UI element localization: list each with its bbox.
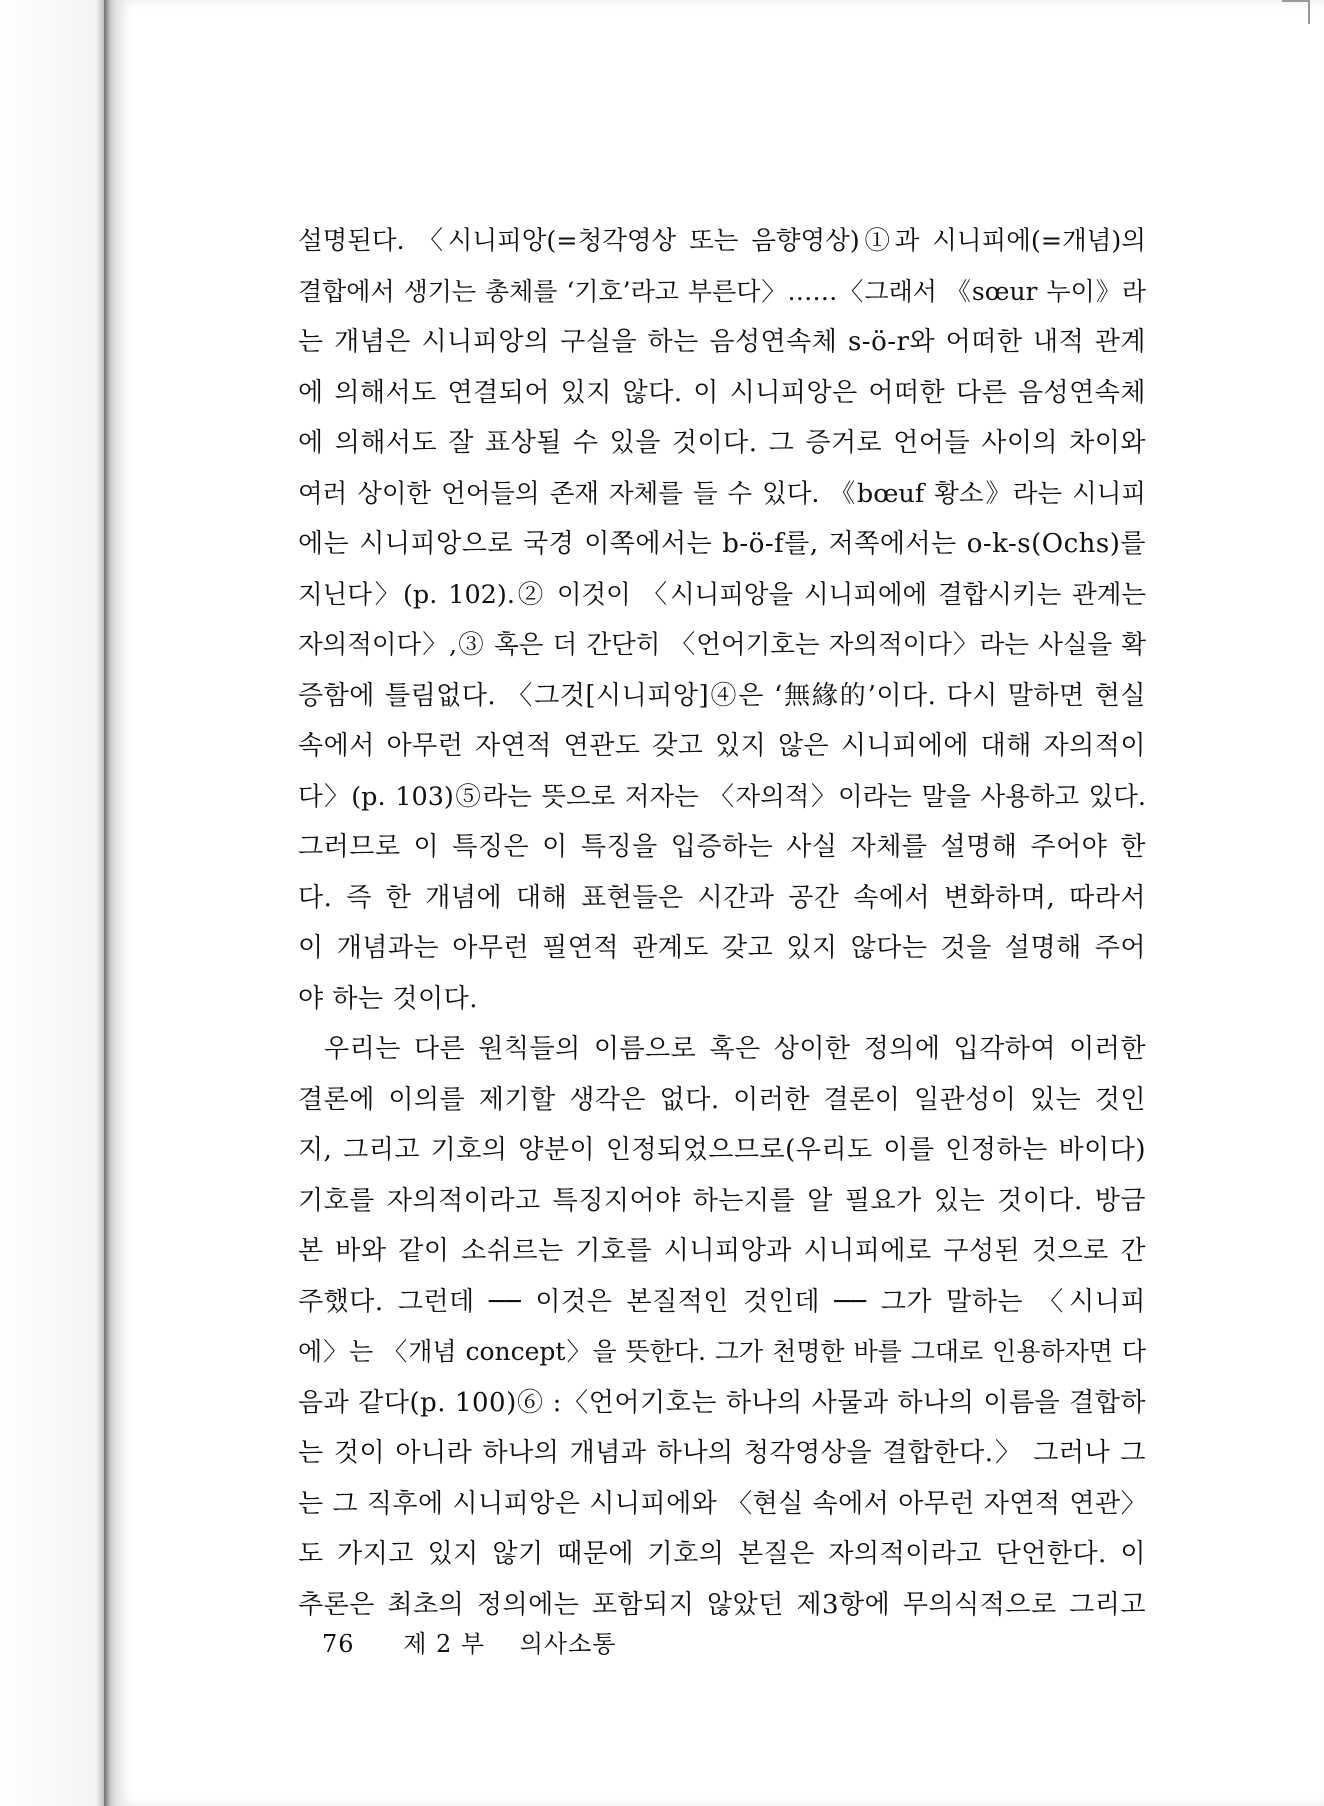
text-line: 는 그 직후에 시니피앙은 시니피에와 〈현실 속에서 아무런 자연적 연관〉 xyxy=(298,1488,1148,1519)
text-line: 음과 같다(p. 100)⑥ :〈언어기호는 하나의 사물과 하나의 이름을 결합하 xyxy=(298,1387,1146,1418)
section-title: 의사소통 xyxy=(519,1630,617,1658)
body-text xyxy=(298,216,1146,1630)
text-line: 에는 시니피앙으로 국경 이쪽에서는 b-ö-f를, 저쪽에서는 o-k-s(Ochs)를 xyxy=(298,529,1146,559)
book-spine-edge xyxy=(104,0,118,1806)
page-number: 76 xyxy=(322,1630,355,1658)
text-line: 본 바와 같이 소쉬르는 기호를 시니피앙과 시니피에로 구성된 것으로 간 xyxy=(298,1236,1146,1266)
text-line: 다〉(p. 103)⑤라는 뜻으로 저자는 〈자의적〉이라는 말을 사용하고 있다. xyxy=(298,781,1146,812)
text-line: 설명된다. 〈시니피앙(=청각영상 또는 음향영상)①과 시니피에(=개념)의 xyxy=(298,226,1146,256)
text-line: 속에서 아무런 자연적 연관도 갖고 있지 않은 시니피에에 대해 자의적이 xyxy=(298,731,1146,761)
text-line: 이 개념과는 아무런 필연적 관계도 갖고 있지 않다는 것을 설명해 주어 xyxy=(298,933,1146,963)
text-line: 증함에 틀림없다. 〈그것[시니피앙]④은 ‘無緣的’이다. 다시 말하면 현실 xyxy=(298,680,1146,711)
paragraph-end-line: 야 하는 것이다. xyxy=(298,983,478,1014)
text-line: 지닌다〉(p. 102).② 이것이 〈시니피앙을 시니피에에 결합시키는 관계는 xyxy=(298,579,1146,610)
text-line: 결합에서 생기는 총체를 ‘기호’라고 부른다〉……〈그래서 《sœur 누이》라 xyxy=(298,276,1146,306)
text-line: 에 의해서도 연결되어 있지 않다. 이 시니피앙은 어떠한 다른 음성연속체 xyxy=(298,377,1146,408)
part-label: 제 2 부 xyxy=(403,1630,486,1658)
text-line: 여러 상이한 언어들의 존재 자체를 들 수 있다. 《bœuf 황소》라는 시니피 xyxy=(298,478,1146,509)
paragraph-start-line: 우리는 다른 원칙들의 이름으로 혹은 상이한 정의에 입각하여 이러한 xyxy=(324,1034,1146,1064)
text-line: 지, 그리고 기호의 양분이 인정되었으므로(우리도 이를 인정하는 바이다) xyxy=(298,1135,1146,1165)
page-corner-mark xyxy=(1282,0,1310,24)
page-footer xyxy=(322,1624,616,1659)
text-line: 기호를 자의적이라고 특징지어야 하는지를 알 필요가 있는 것이다. 방금 xyxy=(298,1185,1146,1216)
text-line: 결론에 이의를 제기할 생각은 없다. 이러한 결론이 일관성이 있는 것인 xyxy=(298,1084,1146,1115)
text-line: 주했다. 그런데 ── 이것은 본질적인 것인데 ── 그가 말하는 〈시니피 xyxy=(298,1286,1146,1317)
text-line: 도 가지고 있지 않기 때문에 기호의 본질은 자의적이라고 단언한다. 이 xyxy=(298,1539,1146,1569)
text-line: 추론은 최초의 정의에는 포함되지 않았던 제3항에 무의식적으로 그리고 xyxy=(298,1589,1146,1620)
text-line: 자의적이다〉,③ 혹은 더 간단히 〈언어기호는 자의적이다〉라는 사실을 확 xyxy=(298,630,1146,660)
text-line: 는 개념은 시니피앙의 구실을 하는 음성연속체 s-ö-r와 어떠한 내적 관계 xyxy=(298,327,1146,357)
text-line: 다. 즉 한 개념에 대해 표현들은 시간과 공간 속에서 변화하며, 따라서 xyxy=(298,882,1146,913)
text-line: 는 것이 아니라 하나의 개념과 하나의 청각영상을 결합한다.〉 그러나 그 xyxy=(298,1438,1146,1468)
text-line: 에 의해서도 잘 표상될 수 있을 것이다. 그 증거로 언어들 사이의 차이와 xyxy=(298,428,1146,458)
text-line: 에〉는 〈개념 concept〉을 뜻한다. 그가 천명한 바를 그대로 인용하자면 다 xyxy=(298,1337,1146,1366)
text-line: 그러므로 이 특징은 이 특징을 입증하는 사실 자체를 설명해 주어야 한 xyxy=(298,832,1146,862)
book-spine xyxy=(0,0,118,1806)
